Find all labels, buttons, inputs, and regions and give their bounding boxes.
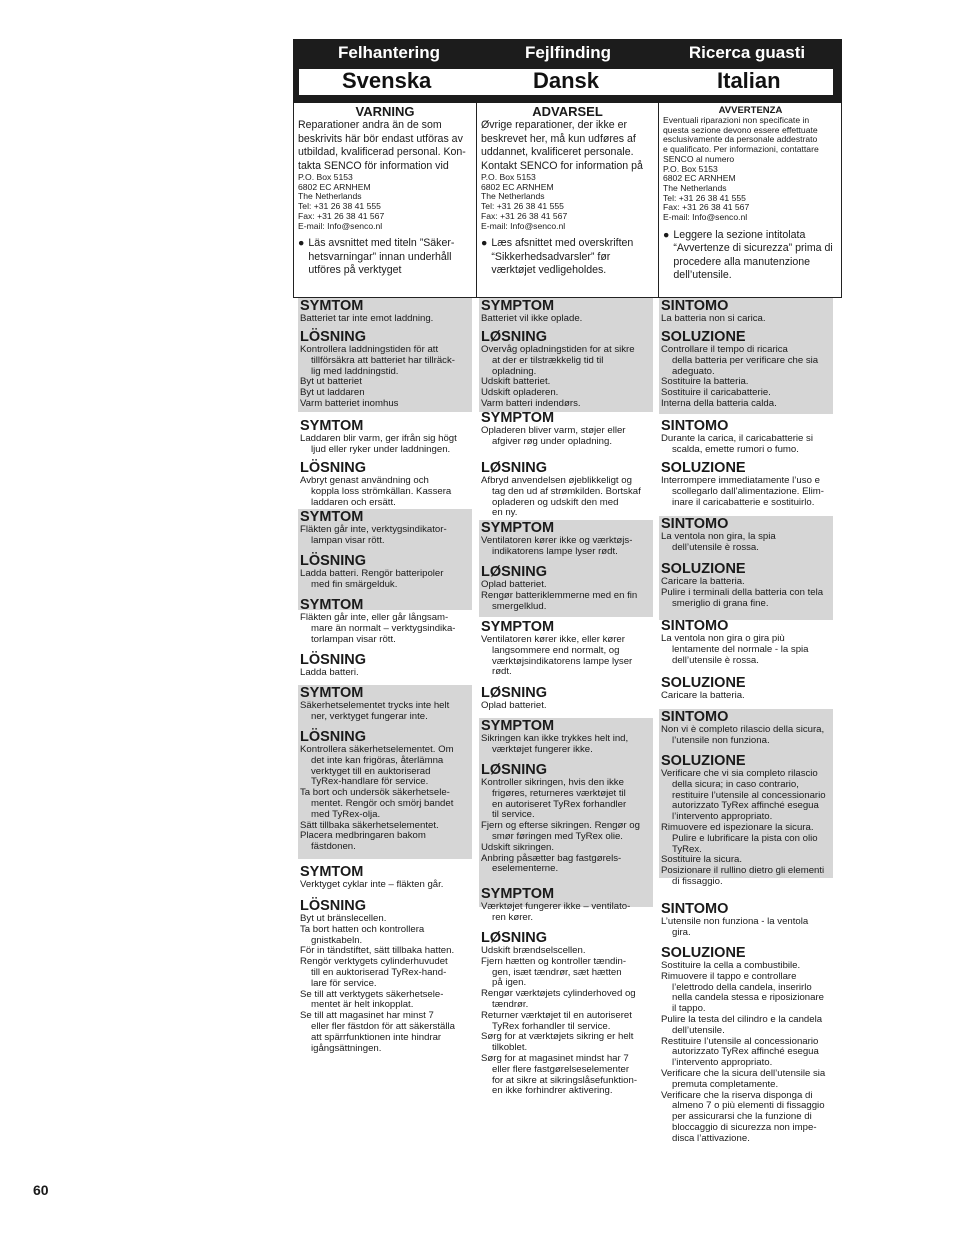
entry-line: Afbryd anvendelsen øjeblikkeligt og [481, 475, 632, 486]
symptom-heading: SINTOMO [661, 516, 729, 532]
troubleshooting-entry [661, 709, 833, 747]
entry-line: autorizzato TyRex affinché esegua [672, 800, 819, 812]
entry-line: afgiver røg under opladning. [492, 435, 612, 447]
entry-line: gira. [672, 926, 691, 938]
entry-line: for at sikre at sikringslåsefunktion- [492, 1074, 638, 1086]
troubleshooting-entry [300, 553, 472, 591]
entry-line: Se till att magasinet har minst 7 [300, 1010, 434, 1022]
entry-line: gen, isæt tændrør, sæt hætten [492, 966, 622, 978]
entry-line: TyRex-handlare för service. [311, 776, 429, 788]
entry-line: di fissaggio. [672, 875, 723, 887]
troubleshooting-entry [661, 561, 833, 609]
solution-heading: LØSNING [481, 329, 548, 345]
solution-heading: SOLUZIONE [661, 945, 746, 961]
troubleshooting-entry [661, 329, 833, 410]
entry-line: Kontrollera laddningstiden för att [300, 344, 439, 355]
entry-line: Opladeren bliver varm, støjer eller [481, 425, 626, 436]
entry-line: at der er tilstrækkelig tid til [492, 354, 604, 366]
troubleshooting-entry [481, 762, 653, 875]
entry-line: restituire l’utensile al concessionario [672, 789, 826, 801]
entry-line: Byt ut batteriet [300, 376, 362, 388]
entry-line: med TyRex-olja. [311, 808, 381, 820]
troubleshooting-entry [661, 901, 833, 939]
entry-line: opladeren og udskift den med [492, 496, 619, 508]
entry-line: TyRex. [672, 843, 702, 855]
bullet-icon: ● [298, 237, 305, 250]
entry-line: l’intervento appropriato. [672, 1057, 773, 1069]
entry-line: della sicura; in caso contrario, [672, 778, 799, 790]
entry-line: Interrompere immediatamente l’uso e [661, 475, 820, 486]
entry-line: Rengør værktøjets cylinderhoved og [481, 988, 636, 1000]
entry-line: almeno 7 o più elementi di fissaggio [672, 1100, 825, 1112]
entry-line: bloccaggio di sicurezza non impe- [672, 1121, 817, 1133]
troubleshooting-entry [300, 864, 472, 891]
solution-heading: LØSNING [481, 564, 548, 580]
entry-line: autorizzato TyRex affinché esegua [672, 1046, 819, 1058]
entry-line: Batteriet tar inte emot laddning. [300, 313, 434, 324]
entry-line: torlampan visar rött. [311, 633, 396, 645]
entry-line: en ny. [492, 507, 518, 519]
troubleshooting-entry [300, 898, 472, 1054]
warning-address: P.O. Box 5153 6802 EC ARNHEM The Netherlands Tel: +31 26 38 41 555 Fax: +31 26 38 41 567 E-mail: Info@senco.nl [663, 163, 750, 223]
entry-line: tillförsäkra att batteriet har tillräck- [311, 354, 455, 366]
troubleshooting-entry [300, 298, 472, 325]
entry-line: Fläkten går inte, eller går långsam- [300, 612, 449, 623]
troubleshooting-entry [661, 618, 833, 666]
section-header [293, 39, 842, 103]
entry-line: Rimuovere il tappo e controllare [661, 970, 797, 982]
entry-line: Udskift sikringen. [481, 841, 555, 853]
troubleshooting-entry [661, 675, 833, 702]
solution-heading: LÖSNING [300, 898, 367, 914]
troubleshooting-entry [481, 930, 653, 1097]
entry-line: Ventilatoren kører ikke og værktøjs- [481, 535, 633, 546]
entry-line: lig med laddningstid. [311, 365, 399, 377]
entry-line: eselementerne. [492, 863, 559, 875]
entry-line: dell’utensile è rossa. [672, 654, 759, 666]
entry-line: Verificare che la riserva disponga di [661, 1089, 813, 1101]
entry-line: værktøjet fungerer ikke. [492, 743, 593, 755]
entry-line: med fin smärgelduk. [311, 578, 398, 590]
entry-line: laddaren och ersätt. [311, 496, 396, 508]
entry-line: Säkerhetselementet trycks inte helt [300, 700, 450, 711]
entry-line: La ventola non gira, la spia [661, 531, 776, 542]
troubleshooting-entry [300, 509, 472, 547]
entry-line: ljud eller ryker under laddningen. [311, 443, 451, 455]
entry-line: det inte kan frigöras, återlämna [311, 754, 444, 766]
troubleshooting-entry [481, 460, 653, 519]
symptom-heading: SYMTOM [300, 864, 364, 880]
entry-line: La ventola non gira o gira più [661, 633, 785, 644]
solution-heading: SOLUZIONE [661, 329, 746, 345]
entry-line: adeguato. [672, 365, 715, 377]
troubleshooting-entry [300, 329, 472, 410]
entry-line: Rengør batteriklemmerne med en fin [481, 589, 638, 601]
entry-line: en autoriseret TyRex forhandler [492, 798, 627, 810]
solution-heading: LØSNING [481, 685, 548, 701]
entry-line: igångsättningen. [311, 1042, 382, 1054]
solution-heading: LÖSNING [300, 329, 367, 345]
warning-address: P.O. Box 5153 6802 EC ARNHEM The Netherlands Tel: +31 26 38 41 555 Fax: +31 26 38 41 567 E-mail: Info@senco.nl [298, 172, 385, 231]
symptom-heading: SYMPTOM [481, 718, 555, 734]
warning-bullet: ● Leggere la sezione intitolata “Avvertenze di sicurezza” prima di procedere alla manutenzione dell’utensile. [663, 228, 833, 282]
subtitle-svenska: Felhantering [337, 43, 440, 62]
bullet-icon: ● [481, 237, 488, 250]
troubleshooting-entry [481, 298, 653, 325]
entry-line: Rimuovere ed ispezionare la sicura. [661, 821, 814, 833]
entry-line: Sikringen kan ikke trykkes helt ind, [481, 733, 629, 744]
troubleshooting-entry [481, 718, 653, 756]
warning-box [293, 103, 842, 298]
entry-line: inare il caricabatterie e sostituirlo. [672, 496, 815, 508]
solution-heading: SOLUZIONE [661, 460, 746, 476]
entry-line: Ladda batteri. Rengör batteripoler [300, 568, 444, 579]
troubleshooting-entry [300, 652, 472, 679]
warning-title: ADVARSEL [532, 104, 603, 119]
entry-line: scalda, emette rumori o fumo. [672, 443, 799, 455]
solution-heading: LÖSNING [300, 652, 367, 668]
entry-line: lare för service. [311, 977, 377, 989]
entry-line: dell’utensile è rossa. [672, 541, 759, 553]
entry-line: Verificare che vi sia completo rilascio [661, 768, 818, 779]
entry-line: il tappo. [672, 1003, 706, 1015]
language-dansk: Dansk [533, 68, 600, 93]
entry-line: Sostituire il caricabatterie. [661, 387, 771, 399]
warning-dansk [476, 103, 658, 297]
symptom-heading: SYMTOM [300, 298, 364, 314]
subtitle-dansk: Fejlfinding [525, 43, 611, 62]
entry-line: l’elettrodo della candela, inserirlo [672, 981, 812, 993]
page-number: 60 [33, 1182, 49, 1198]
entry-line: ren kører. [492, 911, 534, 923]
troubleshooting-entry [661, 753, 833, 888]
entry-line: Værktøjet fungerer ikke – ventilato- [481, 901, 631, 912]
entry-line: Caricare la batteria. [661, 690, 745, 701]
warning-svenska [294, 103, 476, 297]
entry-line: Non vi è completo rilascio della sicura, [661, 724, 825, 735]
entry-line: fästdonen. [311, 841, 356, 853]
troubleshooting-entry [481, 619, 653, 678]
entry-line: eller flere fastgørelseselementer [492, 1063, 630, 1075]
warning-bullet: ● Läs avsnittet med titeln ”Säker-hetsvarningar” innan underhåll utföres på verktyget [298, 237, 455, 277]
entry-line: mentet är helt inkopplat. [311, 999, 414, 1011]
entry-line: Oplad batteriet. [481, 700, 547, 711]
troubleshooting-entry [661, 298, 833, 325]
solution-heading: LØSNING [481, 762, 548, 778]
entry-line: Restituire l’utensile al concessionario [661, 1035, 819, 1047]
entry-line: Posizionare il rullino dietro gli elementi [661, 865, 825, 877]
entry-line: Sostituire la cella a combustibile. [661, 960, 801, 971]
entry-line: Se till att verktygets säkerhetsele- [300, 988, 444, 1000]
troubleshooting-entry [481, 520, 653, 558]
entry-line: tændrør. [492, 998, 529, 1010]
symptom-heading: SINTOMO [661, 418, 729, 434]
entry-line: tilkoblet. [492, 1042, 528, 1054]
troubleshooting-entry [300, 729, 472, 853]
entry-line: Ladda batteri. [300, 667, 359, 678]
entry-line: gnistkabeln. [311, 934, 363, 946]
subtitle-italian: Ricerca guasti [688, 43, 806, 62]
entry-line: l’utensile non funziona. [672, 734, 770, 746]
troubleshooting-entry [481, 886, 653, 924]
entry-line: Udskift brændselscellen. [481, 945, 586, 956]
bullet-icon: ● [663, 228, 670, 241]
entry-line: Caricare la batteria. [661, 576, 745, 587]
language-italian: Italian [717, 68, 781, 93]
troubleshooting-entry [481, 410, 653, 448]
solution-heading: SOLUZIONE [661, 675, 746, 691]
entry-line: disca l’attivazione. [672, 1132, 750, 1144]
warning-title: VARNING [355, 104, 415, 119]
language-svenska: Svenska [342, 68, 432, 93]
warning-italian [658, 103, 842, 297]
troubleshooting-entry [661, 460, 833, 508]
entry-line: koppla loss strömkällan. Kassera [311, 485, 452, 497]
entry-line: Fjern og efterse sikringen. Rengør og [481, 820, 640, 832]
entry-line: Sostituire la batteria. [661, 376, 749, 388]
troubleshooting-entry [481, 329, 653, 410]
entry-line: Sätt tillbaka säkerhetselementet. [300, 819, 439, 831]
entry-line: Sørg for at magasinet mindst har 7 [481, 1052, 629, 1064]
symptom-heading: SINTOMO [661, 901, 729, 917]
entry-line: dell’utensile. [672, 1024, 725, 1036]
entry-line: mare än normalt – verktygsindika- [311, 622, 456, 634]
symptom-heading: SINTOMO [661, 618, 729, 634]
solution-heading: LÖSNING [300, 553, 367, 569]
entry-line: verktyget till en auktoriserad [311, 765, 431, 777]
entry-line: L’utensile non funziona - la ventola [661, 916, 809, 927]
entry-line: lentamente del normale - la spia [672, 643, 809, 655]
solution-heading: LØSNING [481, 460, 548, 476]
entry-line: værktøjsindikatorens lampe lyser [492, 655, 633, 667]
entry-line: Varm batteriet inomhus [300, 397, 399, 409]
entry-line: Oplad batteriet. [481, 579, 547, 590]
entry-line: Kontrollera säkerhetselementet. Om [300, 744, 454, 755]
entry-line: nella candela stessa e riposizionare [672, 992, 824, 1004]
symptom-heading: SYMTOM [300, 418, 364, 434]
symptom-heading: SYMPTOM [481, 410, 555, 426]
entry-line: Pulire e lubrificare la pista con olio [672, 832, 818, 844]
troubleshooting-entry [300, 418, 472, 456]
entry-line: Ta bort hatten och kontrollera [300, 923, 425, 935]
entry-line: Udskift opladeren. [481, 387, 559, 399]
entry-line: Fjern hætten og kontroller tændin- [481, 955, 627, 967]
warning-bullet: ● Læs afsnittet med overskriften “Sikkerhedsadvarsler” før værktøjet vedligeholdes. [481, 237, 634, 277]
entry-line: tag den ud af strømkilden. Bortskaf [492, 485, 641, 497]
symptom-heading: SYMPTOM [481, 520, 555, 536]
entry-line: Avbryt genast användning och [300, 475, 429, 486]
entry-line: l’intervento appropriato. [672, 811, 773, 823]
entry-line: ner, verktyget fungerar inte. [311, 710, 428, 722]
warning-address: P.O. Box 5153 6802 EC ARNHEM The Netherlands Tel: +31 26 38 41 555 Fax: +31 26 38 41 567 E-mail: Info@senco.nl [481, 172, 568, 231]
entry-line: För in tändstiftet, sätt tillbaka hatten. [300, 945, 455, 957]
troubleshooting-entry [481, 564, 653, 612]
symptom-heading: SINTOMO [661, 298, 729, 314]
entry-line: Pulire i terminali della batteria con tela [661, 586, 824, 598]
solution-heading: SOLUZIONE [661, 561, 746, 577]
solution-heading: SOLUZIONE [661, 753, 746, 769]
entry-line: smergelklud. [492, 600, 547, 612]
warning-body: Eventuali riparazioni non specificate in questa sezione devono essere effettuate esclusivamente da personale addestrato e qualificato. Per informazioni, contattare SENCO al numero [663, 115, 819, 164]
symptom-heading: SYMTOM [300, 597, 364, 613]
troubleshooting-entry [300, 460, 472, 508]
entry-line: rødt. [492, 666, 512, 678]
symptom-heading: SYMTOM [300, 685, 364, 701]
entry-line: La batteria non si carica. [661, 313, 766, 324]
troubleshooting-entry [300, 597, 472, 645]
entry-line: Kontroller sikringen, hvis den ikke [481, 777, 624, 788]
entry-line: Pulire la testa del cilindro e la candela [661, 1013, 823, 1025]
troubleshooting-entry [300, 685, 472, 723]
entry-line: Udskift batteriet. [481, 376, 551, 388]
entry-line: Overvåg opladningstiden for at sikre [481, 344, 635, 355]
entry-line: Sostituire la sicura. [661, 854, 743, 866]
troubleshooting-entry [661, 516, 833, 554]
entry-line: smør føringen med TyRex olie. [492, 830, 623, 842]
entry-line: på igen. [492, 977, 527, 989]
entry-line: della batteria per verificare che sia [672, 354, 819, 366]
solution-heading: LÖSNING [300, 460, 367, 476]
symptom-heading: SYMTOM [300, 509, 364, 525]
entry-line: till en auktoriserad TyRex-hand- [311, 966, 447, 978]
symptom-heading: SYMPTOM [481, 298, 555, 314]
entry-line: til service. [492, 809, 535, 821]
troubleshooting-entry [661, 945, 833, 1145]
solution-heading: LÖSNING [300, 729, 367, 745]
entry-line: frigøres, returneres værktøjet til [492, 787, 626, 799]
entry-line: Byt ut laddaren [300, 387, 365, 399]
entry-line: Sørg for at værktøjets sikring er helt [481, 1031, 634, 1043]
warning-body: Reparationer andra än de som beskrivits här bör endast utföras av utbildad, kvalificerad personal. Kon- takta SENCO för information vid [298, 119, 466, 172]
symptom-heading: SYMPTOM [481, 886, 555, 902]
entry-line: indikatorens lampe lyser rødt. [492, 545, 618, 557]
entry-line: Interna della batteria calda. [661, 397, 777, 409]
solution-heading: LØSNING [481, 930, 548, 946]
entry-line: att spärrfunktionen inte hindrar [311, 1031, 442, 1043]
entry-line: Batteriet vil ikke oplade. [481, 313, 583, 324]
entry-line: TyRex forhandler til service. [492, 1020, 611, 1032]
troubleshooting-entry [661, 418, 833, 456]
symptom-heading: SINTOMO [661, 709, 729, 725]
entry-line: opladning. [492, 365, 537, 377]
entry-line: Placera medbringaren bakom [300, 830, 426, 842]
entry-line: Rengör verktygets cylinderhuvudet [300, 956, 448, 968]
entry-line: Byt ut bränslecellen. [300, 913, 387, 924]
entry-line: Returner værktøjet til en autoriseret [481, 1009, 632, 1021]
entry-line: eller fler fästdon för att säkerställa [311, 1020, 455, 1032]
entry-line: Laddaren blir varm, ger ifrån sig högt [300, 433, 457, 444]
entry-line: Ta bort och undersök säkerhetsele- [300, 787, 450, 799]
entry-line: Ventilatoren kører ikke, eller kører [481, 634, 625, 645]
entry-line: en ikke forhindrer aktivering. [492, 1085, 613, 1097]
entry-line: scollegarlo dall’alimentazione. Elim- [672, 485, 824, 497]
entry-line: lampan visar rött. [311, 534, 385, 546]
entry-line: Verktyget cyklar inte – fläkten går. [300, 879, 444, 890]
entry-line: Verificare che la sicura dell’utensile sia [661, 1067, 826, 1079]
entry-line: langsommere end normalt, og [492, 644, 620, 656]
symptom-heading: SYMPTOM [481, 619, 555, 635]
warning-body: Øvrige reparationer, der ikke er beskrevet her, må kun udføres af uddannet, kvalificeret personale. Kontakt SENCO for information på [481, 119, 643, 172]
entry-line: per assicurarsi che la funzione di [672, 1111, 812, 1123]
entry-line: Anbring påsætter bag fastgørels- [481, 852, 622, 864]
warning-title: AVVERTENZA [718, 105, 783, 116]
entry-line: Controllare il tempo di ricarica [661, 344, 788, 355]
entry-line: Durante la carica, il caricabatterie si [661, 433, 813, 444]
entry-line: premuta completamente. [672, 1078, 779, 1090]
entry-line: Fläkten går inte, verktygsindikator- [300, 524, 447, 535]
troubleshooting-entry [481, 685, 653, 712]
entry-line: mentet. Rengör och smörj bandet [311, 797, 454, 809]
entry-line: smeriglio di grana fine. [672, 597, 769, 609]
entry-line: Varm batteri indendørs. [481, 397, 581, 409]
